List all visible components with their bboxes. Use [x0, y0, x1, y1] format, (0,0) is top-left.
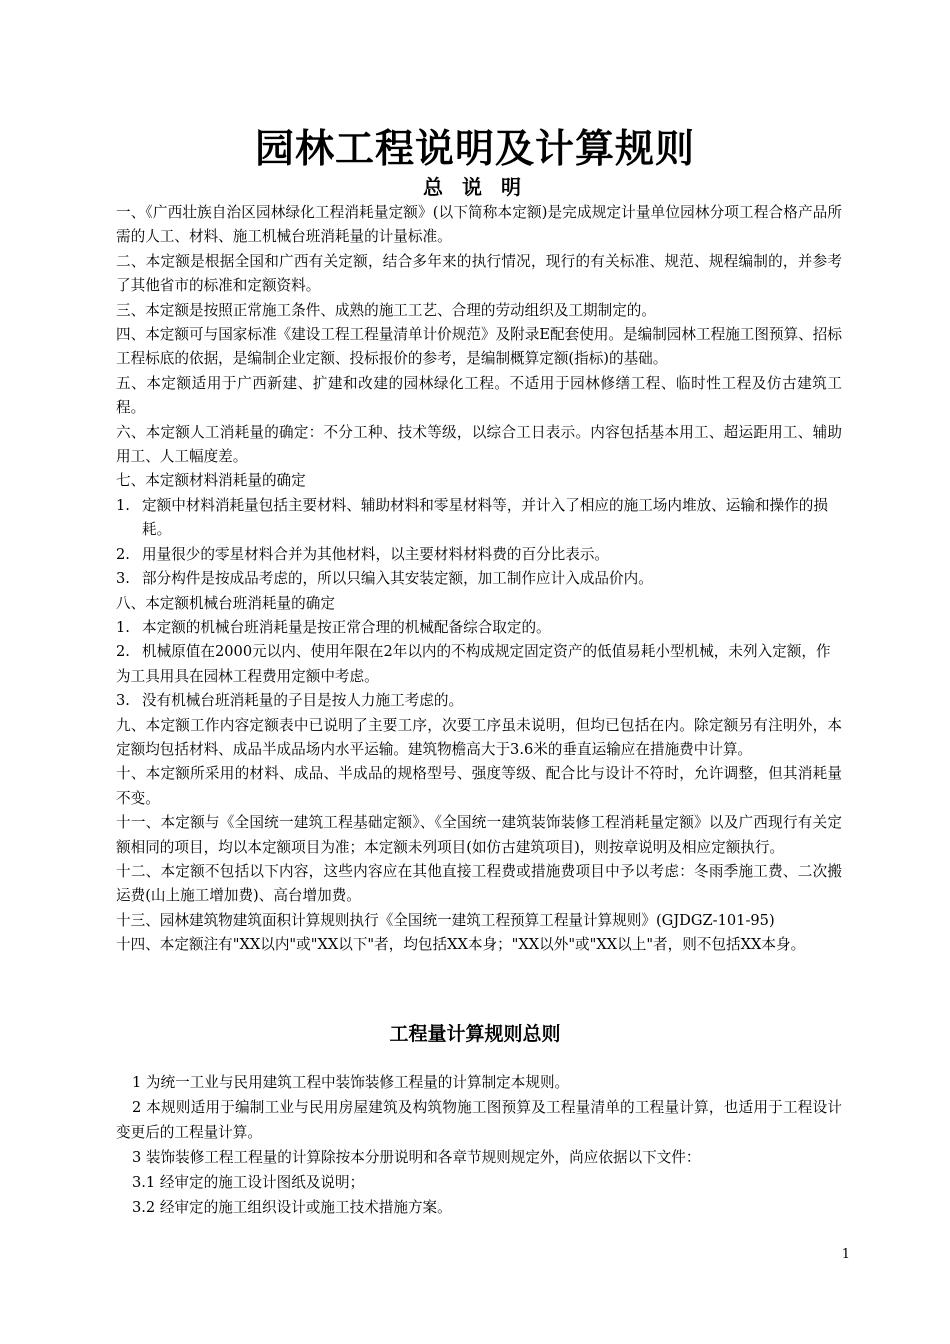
list-item-text: 定额中材料消耗量包括主要材料、辅助材料和零星材料等，并计入了相应的施工场内堆放、运输和操作的损耗。 [142, 496, 828, 539]
general-notes-heading: 总 说 明 [423, 175, 527, 199]
list-item-number: 3. [116, 570, 130, 588]
rule-paragraph: 3.1 经审定的施工设计图纸及说明； [132, 1174, 365, 1191]
rule-paragraph: 3 装饰装修工程工程量的计算除按本分册说明和各章节规则规定外，尚应依据以下文件： [132, 1149, 701, 1166]
note-list-item [116, 616, 842, 640]
note-list-item [116, 494, 842, 543]
note-paragraph: 十四、本定额注有"XX以内"或"XX以下"者，均包括XX本身；"XX以外"或"XX以上"者，则不包括XX本身。 [116, 936, 806, 954]
note-paragraph: 十、本定额所采用的材料、成品、半成品的规格型号、强度等级、配合比与设计不符时，允许调整，但其消耗量不变。 [116, 765, 842, 807]
note-list-item [116, 567, 842, 591]
list-item-number: 1. [116, 618, 130, 636]
list-item-number: 1. [116, 496, 130, 514]
note-paragraph: 九、本定额工作内容定额表中已说明了主要工序，次要工序虽未说明，但均已包括在内。除定额另有注明外，本定额均包括材料、成品半成品场内水平运输。建筑物檐高大于3.6米的垂直运输应在措施费中计算。 [116, 716, 842, 758]
rule-paragraph: 1 为统一工业与民用建筑工程中装饰装修工程量的计算制定本规则。 [132, 1074, 570, 1091]
note-paragraph: 四、本定额可与国家标准《建设工程工程量清单计价规范》及附录E配套使用。是编制园林工程施工图预算、招标工程标底的依据，是编制企业定额、投标报价的参考，是编制概算定额(指标)的基础。 [116, 326, 842, 368]
list-item-text: 本定额的机械台班消耗量是按正常合理的机械配备综合取定的。 [142, 618, 551, 636]
note-paragraph: 十三、园林建筑物建筑面积计算规则执行《全国统一建筑工程预算工程量计算规则》(GJDGZ-101-95) [116, 911, 775, 929]
note-paragraph: 十二、本定额不包括以下内容，这些内容应在其他直接工程费或措施费项目中予以考虑：冬雨季施工费、二次搬运费(山上施工增加费)、高台增加费。 [116, 862, 842, 905]
rule-paragraph: 3.2 经审定的施工组织设计或施工技术措施方案。 [132, 1199, 452, 1216]
note-paragraph: 二、本定额是根据全国和广西有关定额，结合多年来的执行情况，现行的有关标准、规范、规程编制的，并参考了其他省市的标准和定额资料。 [116, 252, 842, 295]
list-item-text: 用量很少的零星材料合并为其他材料，以主要材料材料费的百分比表示。 [142, 545, 610, 563]
rule-paragraph: 2 本规则适用于编制工业与民用房屋建筑及构筑物施工图预算及工程量清单的工程量计算，也适用于工程设计变更后的工程量计算。 [116, 1099, 842, 1141]
general-notes-body [116, 201, 842, 958]
document-title: 园林工程说明及计算规则 [254, 126, 695, 172]
note-paragraph: 六、本定额人工消耗量的确定：不分工种、技术等级，以综合工日表示。内容包括基本用工、超运距用工、辅助用工、人工幅度差。 [116, 423, 842, 466]
list-item-number: 2. [116, 545, 130, 563]
note-paragraph: 七、本定额材料消耗量的确定 [116, 472, 306, 490]
list-item-text: 部分构件是按成品考虑的，所以只编入其安装定额，加工制作应计入成品价内。 [142, 570, 653, 588]
list-item-number: 3. [116, 692, 130, 710]
note-paragraph: 五、本定额适用于广西新建、扩建和改建的园林绿化工程。不适用于园林修缮工程、临时性工程及仿古建筑工程。 [116, 374, 842, 417]
list-item-text: 没有机械台班消耗量的子目是按人力施工考虑的。 [142, 692, 464, 710]
note-paragraph: 十一、本定额与《全国统一建筑工程基础定额》、《全国统一建筑装饰装修工程消耗量定额》以及广西现行有关定额相同的项目，均以本定额项目为准；本定额未列项目(如仿古建筑项目)，则按章说明及相应定额执行。 [116, 814, 842, 856]
page-number: 1 [841, 1247, 850, 1262]
section-heading: 工程量计算规则总则 [389, 1023, 561, 1045]
note-list-item [116, 640, 842, 689]
note-paragraph: 八、本定额机械台班消耗量的确定 [116, 594, 335, 612]
note-list-item [116, 543, 842, 567]
list-item-text: 机械原值在2000元以内、使用年限在2年以内的不构成规定固定资产的低值易耗小型机械，未列入定额，作为工具用具在园林工程费用定额中考虑。 [116, 643, 831, 685]
calculation-rules-body [116, 1070, 842, 1220]
note-paragraph: 三、本定额是按照正常施工条件、成熟的施工工艺、合理的劳动组织及工期制定的。 [116, 301, 656, 319]
list-item-number: 2. [116, 643, 130, 661]
note-paragraph: 一、《广西壮族自治区园林绿化工程消耗量定额》(以下简称本定额)是完成规定计量单位园林分项工程合格产品所需的人工、材料、施工机械台班消耗量的计量标准。 [116, 204, 842, 246]
note-list-item [116, 689, 842, 713]
